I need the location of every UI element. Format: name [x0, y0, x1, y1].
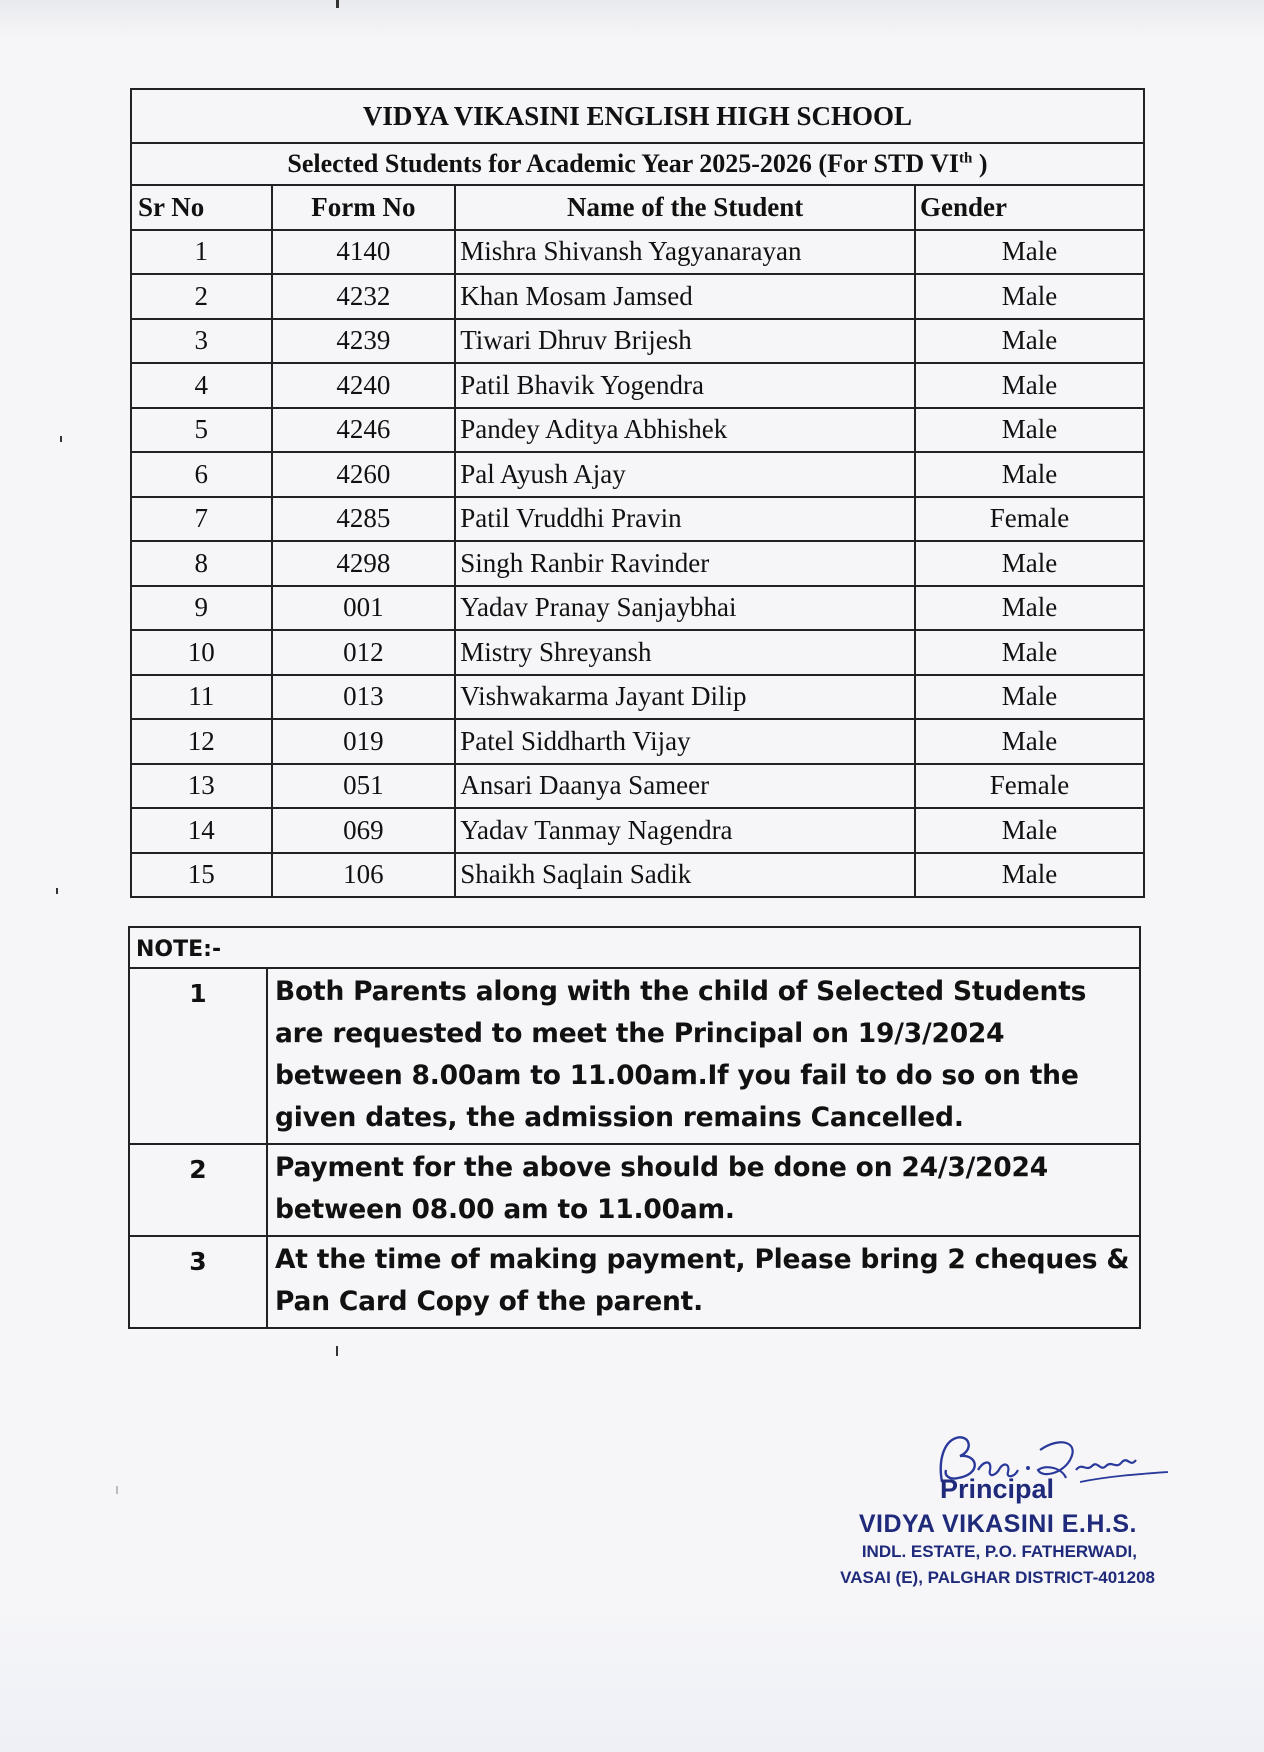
note-text: At the time of making payment, Please bring 2 cheques & Pan Card Copy of the parent.	[267, 1236, 1140, 1328]
notes-heading-row	[129, 927, 1140, 968]
student-name-cell: Khan Mosam Jamsed	[455, 274, 915, 319]
form-no-cell: 013	[272, 675, 456, 720]
sr-no-cell: 10	[131, 630, 272, 675]
selected-students-table	[130, 88, 1145, 898]
student-name-cell: Pal Ayush Ajay	[455, 452, 915, 497]
table-row	[131, 363, 1144, 408]
scan-speck	[336, 1346, 338, 1356]
gender-cell: Male	[915, 274, 1144, 319]
student-name-cell: Ansari Daanya Sameer	[455, 764, 915, 809]
table-subtitle-row	[131, 143, 1144, 185]
form-no-cell: 4246	[272, 408, 456, 453]
table-row	[131, 497, 1144, 542]
scan-speck	[336, 0, 339, 8]
table-header-row	[131, 185, 1144, 230]
notes-heading: NOTE:-	[129, 927, 1140, 968]
form-no-cell: 4140	[272, 230, 456, 275]
form-no-cell: 4239	[272, 319, 456, 364]
student-name-cell: Yadav Pranay Sanjaybhai	[455, 586, 915, 631]
student-name-cell: Singh Ranbir Ravinder	[455, 541, 915, 586]
sr-no-cell: 1	[131, 230, 272, 275]
form-no-cell: 051	[272, 764, 456, 809]
gender-cell: Male	[915, 408, 1144, 453]
column-header-student-name: Name of the Student	[455, 185, 915, 230]
table-title-row	[131, 89, 1144, 143]
student-name-cell: Pandey Aditya Abhishek	[455, 408, 915, 453]
gender-cell: Male	[915, 808, 1144, 853]
form-no-cell: 106	[272, 853, 456, 898]
table-row	[131, 586, 1144, 631]
gender-cell: Male	[915, 230, 1144, 275]
note-number: 1	[129, 968, 267, 1144]
gender-cell: Male	[915, 541, 1144, 586]
notes-table	[128, 926, 1141, 1329]
subtitle-text: Selected Students for Academic Year 2025-2026 (For STD VI	[287, 149, 960, 178]
form-no-cell: 4285	[272, 497, 456, 542]
sr-no-cell: 3	[131, 319, 272, 364]
form-no-cell: 001	[272, 586, 456, 631]
note-text: Both Parents along with the child of Selected Students are requested to meet the Principal on 19/3/2024 between 8.00am to 11.00am.If you fail to do so on the given dates, the admission remains Cancelled.	[267, 968, 1140, 1144]
stamp-role: Principal	[939, 1474, 1054, 1504]
note-row	[129, 1236, 1140, 1328]
student-name-cell: Tiwari Dhruv Brijesh	[455, 319, 915, 364]
stamp-address-line-2: VASAI (E), PALGHAR DISTRICT-401208	[840, 1568, 1155, 1587]
sr-no-cell: 2	[131, 274, 272, 319]
form-no-cell: 012	[272, 630, 456, 675]
scan-speck	[60, 436, 62, 442]
school-name: VIDYA VIKASINI ENGLISH HIGH SCHOOL	[131, 89, 1144, 143]
gender-cell: Male	[915, 630, 1144, 675]
table-row	[131, 719, 1144, 764]
column-header-sr-no: Sr No	[131, 185, 272, 230]
note-row	[129, 968, 1140, 1144]
sr-no-cell: 7	[131, 497, 272, 542]
table-subtitle	[131, 143, 1144, 185]
gender-cell: Male	[915, 586, 1144, 631]
student-name-cell: Shaikh Saqlain Sadik	[455, 853, 915, 898]
table-row	[131, 319, 1144, 364]
table-row	[131, 452, 1144, 497]
student-name-cell: Patil Vruddhi Pravin	[455, 497, 915, 542]
form-no-cell: 069	[272, 808, 456, 853]
form-no-cell: 4298	[272, 541, 456, 586]
note-number: 2	[129, 1144, 267, 1236]
table-row	[131, 675, 1144, 720]
principal-stamp	[800, 1420, 1200, 1600]
subtitle-superscript: th	[959, 150, 973, 167]
sr-no-cell: 4	[131, 363, 272, 408]
table-row	[131, 230, 1144, 275]
sr-no-cell: 9	[131, 586, 272, 631]
gender-cell: Male	[915, 319, 1144, 364]
note-text: Payment for the above should be done on 24/3/2024 between 08.00 am to 11.00am.	[267, 1144, 1140, 1236]
form-no-cell: 4260	[272, 452, 456, 497]
sr-no-cell: 6	[131, 452, 272, 497]
gender-cell: Female	[915, 764, 1144, 809]
table-row	[131, 541, 1144, 586]
column-header-form-no: Form No	[272, 185, 456, 230]
gender-cell: Male	[915, 719, 1144, 764]
sr-no-cell: 14	[131, 808, 272, 853]
gender-cell: Male	[915, 853, 1144, 898]
form-no-cell: 4240	[272, 363, 456, 408]
table-row	[131, 408, 1144, 453]
table-row	[131, 764, 1144, 809]
note-row	[129, 1144, 1140, 1236]
note-number: 3	[129, 1236, 267, 1328]
student-name-cell: Yadav Tanmay Nagendra	[455, 808, 915, 853]
gender-cell: Male	[915, 363, 1144, 408]
sr-no-cell: 15	[131, 853, 272, 898]
table-row	[131, 274, 1144, 319]
gender-cell: Male	[915, 675, 1144, 720]
stamp-address-line-1: INDL. ESTATE, P.O. FATHERWADI,	[861, 1542, 1137, 1561]
student-name-cell: Patil Bhavik Yogendra	[455, 363, 915, 408]
student-name-cell: Mistry Shreyansh	[455, 630, 915, 675]
sr-no-cell: 11	[131, 675, 272, 720]
gender-cell: Female	[915, 497, 1144, 542]
table-row	[131, 853, 1144, 898]
scan-speck	[116, 1486, 118, 1494]
sr-no-cell: 5	[131, 408, 272, 453]
column-header-gender: Gender	[915, 185, 1144, 230]
student-name-cell: Vishwakarma Jayant Dilip	[455, 675, 915, 720]
table-row	[131, 630, 1144, 675]
form-no-cell: 4232	[272, 274, 456, 319]
stamp-school: VIDYA VIKASINI E.H.S.	[858, 1510, 1137, 1538]
sr-no-cell: 8	[131, 541, 272, 586]
scan-speck	[56, 888, 58, 894]
student-name-cell: Mishra Shivansh Yagyanarayan	[455, 230, 915, 275]
sr-no-cell: 13	[131, 764, 272, 809]
form-no-cell: 019	[272, 719, 456, 764]
sr-no-cell: 12	[131, 719, 272, 764]
table-row	[131, 808, 1144, 853]
subtitle-closing: )	[972, 149, 988, 178]
gender-cell: Male	[915, 452, 1144, 497]
student-name-cell: Patel Siddharth Vijay	[455, 719, 915, 764]
